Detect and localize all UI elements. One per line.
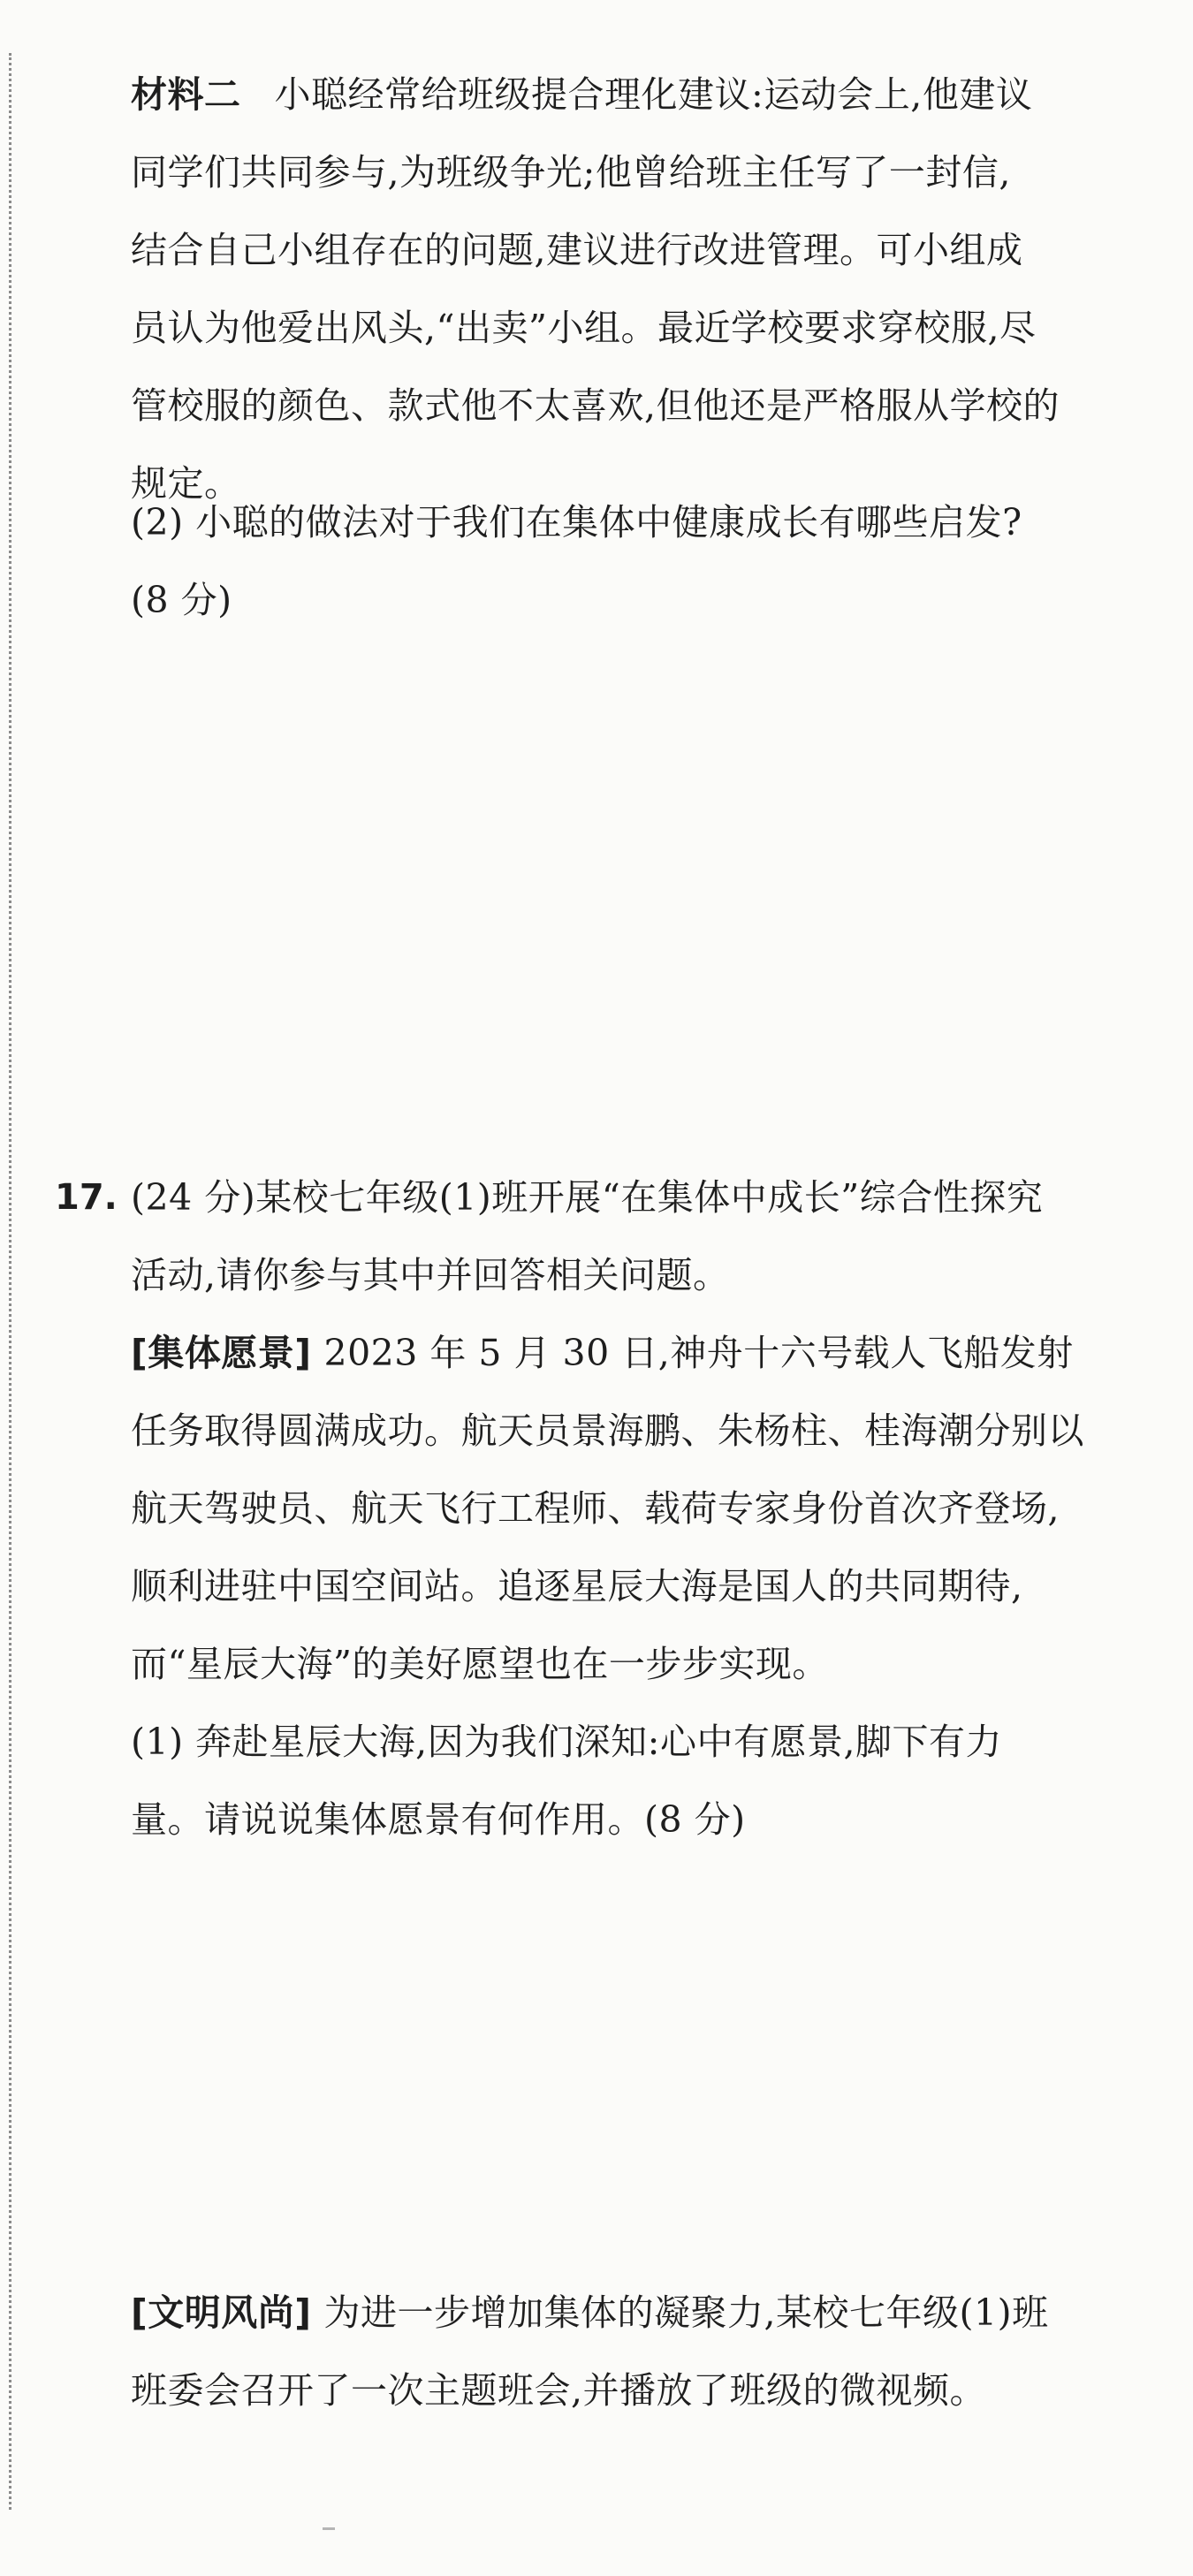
material2-line-4: 员认为他爱出风头,“出卖”小组。最近学校要求穿校服,尽 <box>131 307 1037 349</box>
q17-vision-line-1 <box>131 1314 1131 1392</box>
civil-text-1: 为进一步增加集体的凝聚力,某校七年级(1)班 <box>323 2291 1049 2334</box>
material2-label: 材料二 <box>131 73 241 116</box>
q17-intro-line-1: (24 分)某校七年级(1)班开展“在集体中成长”综合性探究 <box>131 1176 1044 1219</box>
civil-label: [文明风尚] <box>131 2291 312 2334</box>
q17-civil-line-2: 班委会召开了一次主题班会,并播放了班级的微视频。 <box>131 2369 987 2412</box>
q17-number: 17. <box>55 1177 118 1218</box>
q17-vision-line-3: 航天驾驶员、航天飞行工程师、载荷专家身份首次齐登场, <box>131 1487 1060 1530</box>
material2-paragraph <box>131 56 1131 522</box>
q17-civil-paragraph <box>131 2274 1131 2429</box>
q17-sub1-answer-area[interactable] <box>131 1865 1131 2245</box>
material2-line-5: 管校服的颜色、款式他不太喜欢,但他还是严格服从学校的 <box>131 384 1060 427</box>
q16-sub2-line-1: (2) 小聪的做法对于我们在集体中健康成长有哪些启发? <box>131 501 1022 543</box>
q17-vision-paragraph <box>131 1314 1131 1703</box>
material2-line-3: 结合自己小组存在的问题,建议进行改进管理。可小组成 <box>131 229 1023 271</box>
q17-vision-line-2: 任务取得圆满成功。航天员景海鹏、朱杨柱、桂海潮分别以 <box>131 1410 1084 1452</box>
q17-sub1-prompt <box>131 1703 1131 1858</box>
q17-sub1-line-2: 量。请说说集体愿景有何作用。(8 分) <box>131 1798 746 1841</box>
q17-civil-line-1 <box>131 2274 1131 2352</box>
q17-intro <box>131 1159 1131 1314</box>
vision-text-1: 2023 年 5 月 30 日,神舟十六号载人飞船发射 <box>323 1332 1074 1374</box>
q16-sub2-line-2: (8 分) <box>131 579 232 621</box>
q17-vision-line-4: 顺利进驻中国空间站。追逐星辰大海是国人的共同期待, <box>131 1565 1023 1607</box>
material2-line-1 <box>131 56 1131 133</box>
vision-label: [集体愿景] <box>131 1332 312 1374</box>
q17-sub1-line-1: (1) 奔赴星辰大海,因为我们深知:心中有愿景,脚下有力 <box>131 1721 1002 1763</box>
q16-answer-area[interactable] <box>131 645 1131 1122</box>
q17-vision-line-5: 而“星辰大海”的美好愿望也在一步步实现。 <box>131 1643 829 1685</box>
material2-line-6: 规定。 <box>131 462 241 505</box>
bottom-smudge <box>323 2527 335 2530</box>
material2-text-1: 小聪经常给班级提合理化建议:运动会上,他建议 <box>274 73 1033 116</box>
q17-intro-line-2: 活动,请你参与其中并回答相关问题。 <box>131 1254 730 1296</box>
q16-sub2-prompt <box>131 483 1131 639</box>
material2-line-2: 同学们共同参与,为班级争光;他曾给班主任写了一封信, <box>131 151 1011 194</box>
